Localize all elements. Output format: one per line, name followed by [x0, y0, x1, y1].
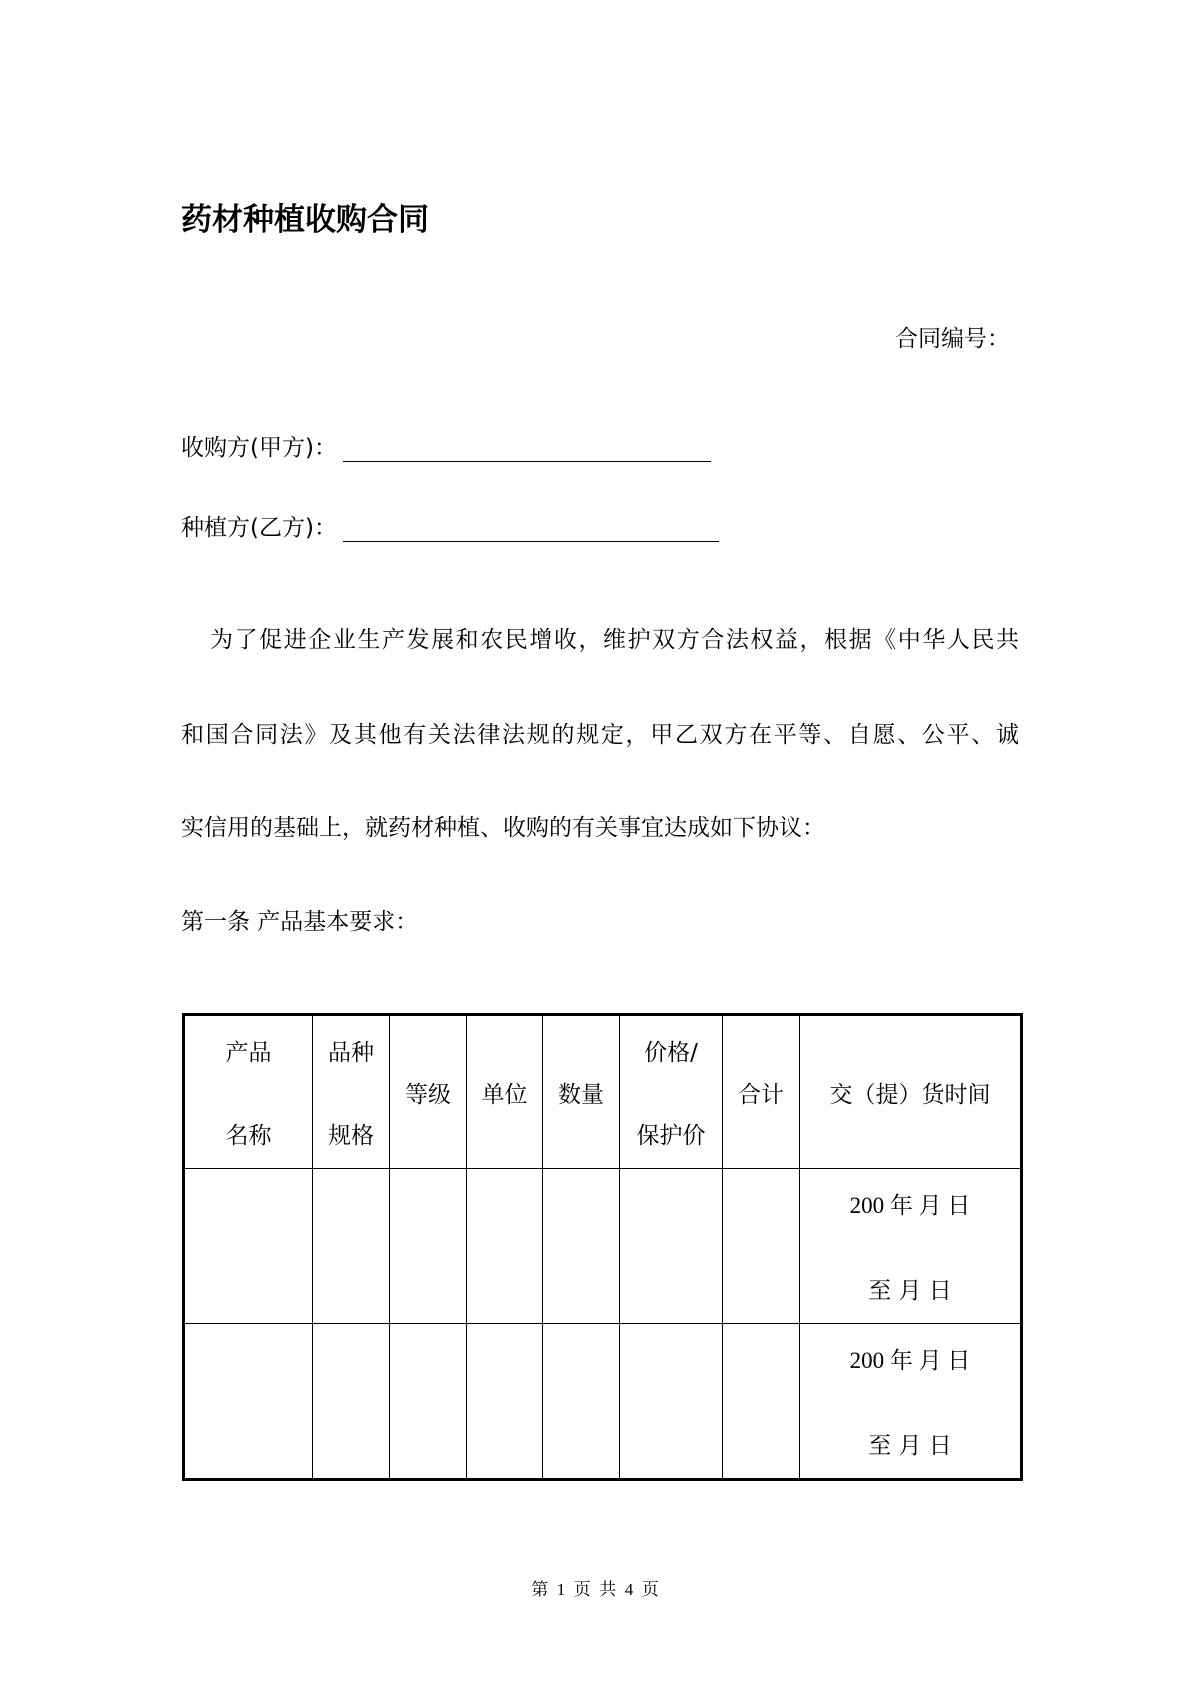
- article-1-heading: 第一条 产品基本要求：: [181, 909, 419, 935]
- table-cell: [184, 1324, 313, 1480]
- date-to: 至 月 日: [868, 1278, 952, 1304]
- header-price: 价格/ 保护价: [620, 1015, 723, 1169]
- table-cell: [467, 1324, 543, 1480]
- product-requirements-table: [182, 1013, 1023, 1481]
- table-row: [184, 1169, 1022, 1324]
- delivery-date-cell: [800, 1169, 1022, 1324]
- table-cell: [543, 1169, 620, 1324]
- intro-paragraph-line: 和国合同法》及其他有关法律法规的规定，甲乙双方在平等、自愿、公平、诚: [181, 722, 1019, 748]
- date-to: 至 月 日: [868, 1433, 952, 1459]
- table-header-row: [184, 1015, 1022, 1169]
- party-a-blank: [343, 435, 711, 462]
- table-row: [184, 1324, 1022, 1480]
- party-a-line: [181, 429, 711, 462]
- intro-paragraph-line: 为了促进企业生产发展和农民增收，维护双方合法权益，根据《中华人民共: [210, 627, 1019, 653]
- table-cell: [543, 1324, 620, 1480]
- date-from: 200 年 月 日: [849, 1348, 971, 1373]
- table-cell: [723, 1324, 800, 1480]
- party-b-line: [181, 509, 719, 542]
- delivery-date-cell: [800, 1324, 1022, 1480]
- contract-number-label: 合同编号：: [895, 326, 1010, 352]
- party-b-blank: [343, 515, 719, 542]
- header-grade: 等级: [390, 1015, 467, 1169]
- party-b-label: 种植方(乙方)：: [181, 515, 337, 541]
- header-quantity: 数量: [543, 1015, 620, 1169]
- intro-paragraph-line: 实信用的基础上，就药材种植、收购的有关事宜达成如下协议：: [181, 815, 825, 841]
- table-cell: [620, 1324, 723, 1480]
- header-total: 合计: [723, 1015, 800, 1169]
- table-cell: [723, 1169, 800, 1324]
- table-cell: [184, 1169, 313, 1324]
- header-product-name: 产品 名称: [184, 1015, 313, 1169]
- table-cell: [390, 1324, 467, 1480]
- table-cell: [390, 1169, 467, 1324]
- header-delivery-time: 交（提）货时间: [800, 1015, 1022, 1169]
- header-variety-spec: 品种 规格: [313, 1015, 390, 1169]
- party-a-label: 收购方(甲方)：: [181, 435, 337, 461]
- document-title: 药材种植收购合同: [181, 202, 429, 238]
- table-cell: [620, 1169, 723, 1324]
- header-unit: 单位: [467, 1015, 543, 1169]
- page-number-footer: 第 1 页 共 4 页: [531, 1580, 659, 1599]
- table-cell: [313, 1169, 390, 1324]
- table-cell: [467, 1169, 543, 1324]
- table-cell: [313, 1324, 390, 1480]
- date-from: 200 年 月 日: [849, 1193, 971, 1218]
